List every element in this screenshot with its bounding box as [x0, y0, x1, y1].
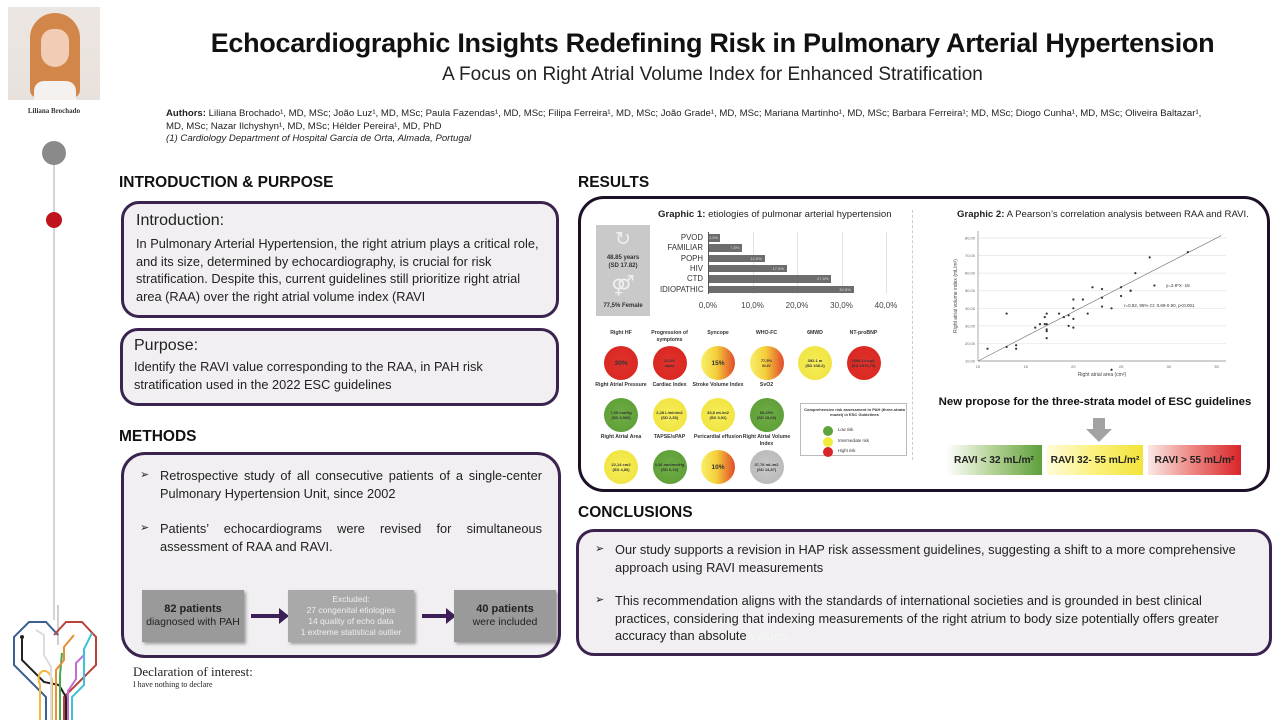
risk-parameter-label: TAPSE/sPAP: [653, 434, 686, 440]
svg-text:35: 35: [1214, 364, 1219, 369]
risk-parameter-label: Syncope: [707, 330, 729, 336]
declaration-text: I have nothing to declare: [133, 680, 213, 689]
risk-parameter-label: Right Atrial Area: [600, 434, 642, 440]
intro-heading: INTRODUCTION & PURPOSE: [119, 174, 334, 191]
methods-bullet: ➢ Patients’ echocardiograms were revised for simultaneous assessment of RAA and RAVI.: [140, 521, 542, 554]
graphic2-title: Graphic 2: A Pearson’s correlation analysis between RAA and RAVI.: [957, 209, 1249, 220]
x-tick-label: 10,0%: [741, 301, 764, 310]
svg-text:Right atrial area (cm²): Right atrial area (cm²): [1077, 372, 1127, 378]
bar-category-label: FAMILIAR: [667, 243, 703, 253]
bar-category-label: HIV: [690, 263, 703, 273]
risk-parameter-label: NT-proBNP: [849, 330, 878, 336]
female-percentage: 77,5% Female: [603, 303, 643, 309]
risk-parameter-circle: 2,28 L/min/m2 (SD 2,35): [653, 398, 687, 432]
bar-category-label: IDIOPATHIC: [660, 284, 704, 294]
risk-parameter-circle: 65,49% (SD 15,66): [750, 398, 784, 432]
demographics-panel: [596, 225, 650, 316]
methods-box: [121, 452, 561, 658]
risk-parameter-circle: 30%: [604, 346, 638, 380]
correlation-scatter-plot: [948, 225, 1230, 385]
bar: 12,5%: [709, 255, 765, 263]
results-heading: RESULTS: [578, 174, 650, 191]
svg-text:Right atrial volume index (mL/: Right atrial volume index (mL/m²): [953, 259, 959, 333]
svg-text:30,00: 30,00: [964, 323, 975, 329]
authors-list: [166, 107, 1256, 133]
down-arrow-icon: [1086, 418, 1112, 442]
bullet-arrow-icon: ➢: [595, 594, 605, 606]
purpose-text: Identify the RAVI value corresponding to the RAA, in PAH risk stratification used in the 2022 ESC guidelines: [134, 359, 483, 392]
authors-line-2: MD, MSc; Nazar Ilchyshyn¹, MD, MSc; Hélder Pereira¹, MD, PhD: [166, 121, 442, 132]
bullet-arrow-icon: ➢: [595, 543, 605, 555]
results-divider: [912, 210, 913, 460]
introduction-box: [121, 201, 559, 318]
bar-category-label: CTD: [686, 274, 703, 284]
bullet-arrow-icon: ➢: [140, 469, 150, 481]
purpose-title: Purpose:: [134, 337, 199, 354]
flow-arrow-icon: [422, 614, 448, 618]
x-tick-label: 40,0%: [874, 301, 898, 310]
introduction-text: In Pulmonary Arterial Hypertension, the right atrium plays a critical role, and its size, determined by echocardiography, is crucial for risk stratification. Despite this, current guidelines still prioritize right atrial area (RAA) over the right atrial volume index (RAVI: [136, 236, 539, 304]
svg-text:r=0.82, 95% CI: 0.69-0.90, p<0: r=0.82, 95% CI: 0.69-0.90, p<0.001: [1124, 303, 1195, 308]
svg-text:80,00: 80,00: [964, 235, 975, 241]
heart-circuit-logo-icon: [4, 605, 114, 720]
poster-subtitle: A Focus on Right Atrial Volume Index for Enhanced Stratification: [442, 64, 983, 85]
risk-parameter-label: Stroke Volume Index: [692, 382, 744, 388]
age-value: 48.85 years: [606, 255, 640, 261]
svg-text:10,00: 10,00: [964, 358, 975, 364]
presenter-name: Liliana Brochado: [27, 107, 81, 115]
svg-text:70,00: 70,00: [964, 253, 975, 259]
intermediate-risk-dot-icon: [823, 437, 833, 447]
risk-parameter-circle: 12,5% rapid: [653, 346, 687, 380]
conclusions-box: [576, 529, 1272, 656]
methods-bullet: ➢ Retrospective study of all consecutive patients of a single-center Pulmonary Hypertension Unit, since 2002: [140, 468, 542, 501]
flow-box-enrolled: 82 patients diagnosed with PAH: [142, 590, 244, 642]
risk-parameter-label: 6MWD: [807, 330, 823, 336]
risk-parameter-label: Right Atrial Pressure: [595, 382, 647, 388]
risk-parameter-circle: 37,78 mL/m2 (SD 13,87): [750, 450, 784, 484]
risk-parameter-circle: 22,14 cm2 (SD 4,80): [604, 450, 638, 484]
bar: 27,5%: [709, 275, 831, 283]
conclusion-bullet: ➢ Our study supports a revision in HAP risk assessment guidelines, suggesting a shift to a more comprehensive approach using RAVI measurements: [595, 542, 1236, 575]
bar-category-label: POPH: [680, 253, 703, 263]
risk-parameter-label: Cardiac Index: [652, 382, 687, 388]
svg-text:20,00: 20,00: [964, 340, 975, 346]
age-cycle-icon: ↻: [615, 229, 631, 250]
low-risk-dot-icon: [823, 426, 833, 436]
risk-parameter-circle: 15%: [701, 346, 735, 380]
risk-parameter-label: Right HF: [610, 330, 632, 336]
risk-parameter-circle: 392.1 m (SD 108.2): [798, 346, 832, 380]
age-sd: (SD 17.82): [608, 263, 638, 269]
affiliation: (1) Cardiology Department of Hospital Garcia de Orta, Almada, Portugal: [166, 133, 472, 144]
timeline-dot-red: [46, 212, 62, 228]
declaration-heading: Declaration of interest:: [133, 664, 253, 679]
risk-parameter-label: WHO-FC: [755, 330, 778, 336]
svg-text:15: 15: [1023, 364, 1028, 369]
gender-symbol-icon: ⚤: [611, 275, 635, 297]
bullet-arrow-icon: ➢: [140, 522, 150, 534]
high-risk-dot-icon: [823, 447, 833, 457]
svg-text:50,00: 50,00: [964, 288, 975, 294]
purpose-box: [120, 328, 559, 406]
risk-parameter-circle: 33,8 mL/m2 (SD 3,92): [701, 398, 735, 432]
svg-text:10: 10: [975, 364, 981, 369]
introduction-title: Introduction:: [136, 212, 225, 229]
authors-line-1: Liliana Brochado¹, MD, MSc; João Luz¹, MD, MSc; Paula Fazendas¹, MD, MSc; Filipa Ferreira¹, MD, MSc; João Grade¹, MD, MSc; Mariana Martinho¹, MD, MSc; Barbara Ferreira¹; MD, MSc; Diogo Cunha¹, MD, MSc; Oliveira Baltazar¹,: [205, 108, 1202, 119]
bar-category-label: PVOD: [680, 233, 703, 242]
risk-parameter-circle: 10%: [701, 450, 735, 484]
etiology-bar-chart: [660, 232, 910, 314]
bar: 17,5%: [709, 265, 787, 273]
risk-parameter-label: Progression of symptoms: [651, 330, 688, 343]
x-tick-label: 20,0%: [785, 301, 809, 310]
strata-low-risk: RAVI < 32 mL/m²: [946, 445, 1042, 475]
x-tick-label: 30,0%: [830, 301, 853, 310]
bar: 2,5%: [709, 235, 719, 240]
flow-box-excluded: Excluded: 27 congenital etiologies 14 quality of echo data 1 extreme statistical outlier: [288, 590, 414, 642]
flow-arrow-icon: [251, 614, 281, 618]
svg-text:y=2.8*X -18: y=2.8*X -18: [1166, 283, 1190, 288]
flow-box-included: 40 patients were included: [454, 590, 556, 642]
bar: 7,5%: [709, 244, 742, 252]
risk-legend: Comprehensive risk assessment in PAH (three-strata model) in ESC Guidelines Low risk Intermediate risk Hight risk: [800, 403, 907, 456]
methods-heading: METHODS: [119, 428, 197, 445]
authors-label: Authors:: [166, 108, 206, 119]
risk-parameter-circle: 77,5% III-IV: [750, 346, 784, 380]
conclusion-bullet: ➢ This recommendation aligns with the standards of international societies and is grounded in best clinical practices, considering that indexing measurements of the right atrium to body size potentially offers greater accuracy than absolute values.: [595, 593, 1219, 643]
x-tick-label: 0,0%: [698, 301, 718, 310]
svg-text:40,00: 40,00: [964, 305, 975, 311]
timeline-dot-grey: [42, 141, 66, 165]
graphic1-title: Graphic 1: etiologies of pulmonar arterial hypertension: [658, 209, 892, 220]
conclusions-heading: CONCLUSIONS: [578, 504, 693, 521]
svg-text:60,00: 60,00: [964, 270, 975, 276]
presenter-photo: [8, 7, 100, 100]
svg-text:30: 30: [1166, 364, 1171, 369]
strata-high-risk: RAVI > 55 mL/m²: [1148, 445, 1241, 475]
strata-intermediate-risk: RAVI 32- 55 mL/m²: [1047, 445, 1143, 475]
risk-parameter-label: Right Atrial Volume Index: [742, 434, 791, 447]
risk-parameter-circle: 7,05 mmHg (SD 3,566): [604, 398, 638, 432]
poster-title: Echocardiographic Insights Redefining Risk in Pulmonary Arterial Hypertension: [210, 28, 1215, 58]
svg-text:25: 25: [1118, 364, 1124, 369]
risk-parameter-circle: 0,36 mm/mmHg (SD 0,19): [653, 450, 687, 484]
bar: 32,5%: [709, 286, 854, 294]
svg-text:20: 20: [1071, 364, 1076, 369]
risk-parameter-label: Pericardial effusion: [693, 434, 743, 440]
strata-title: New propose for the three-strata model of ESC guidelines: [938, 396, 1252, 408]
risk-parameter-circle: 1696,14 ng/L (SD 1570,79): [847, 346, 881, 380]
risk-parameter-label: SvO2: [759, 382, 774, 388]
